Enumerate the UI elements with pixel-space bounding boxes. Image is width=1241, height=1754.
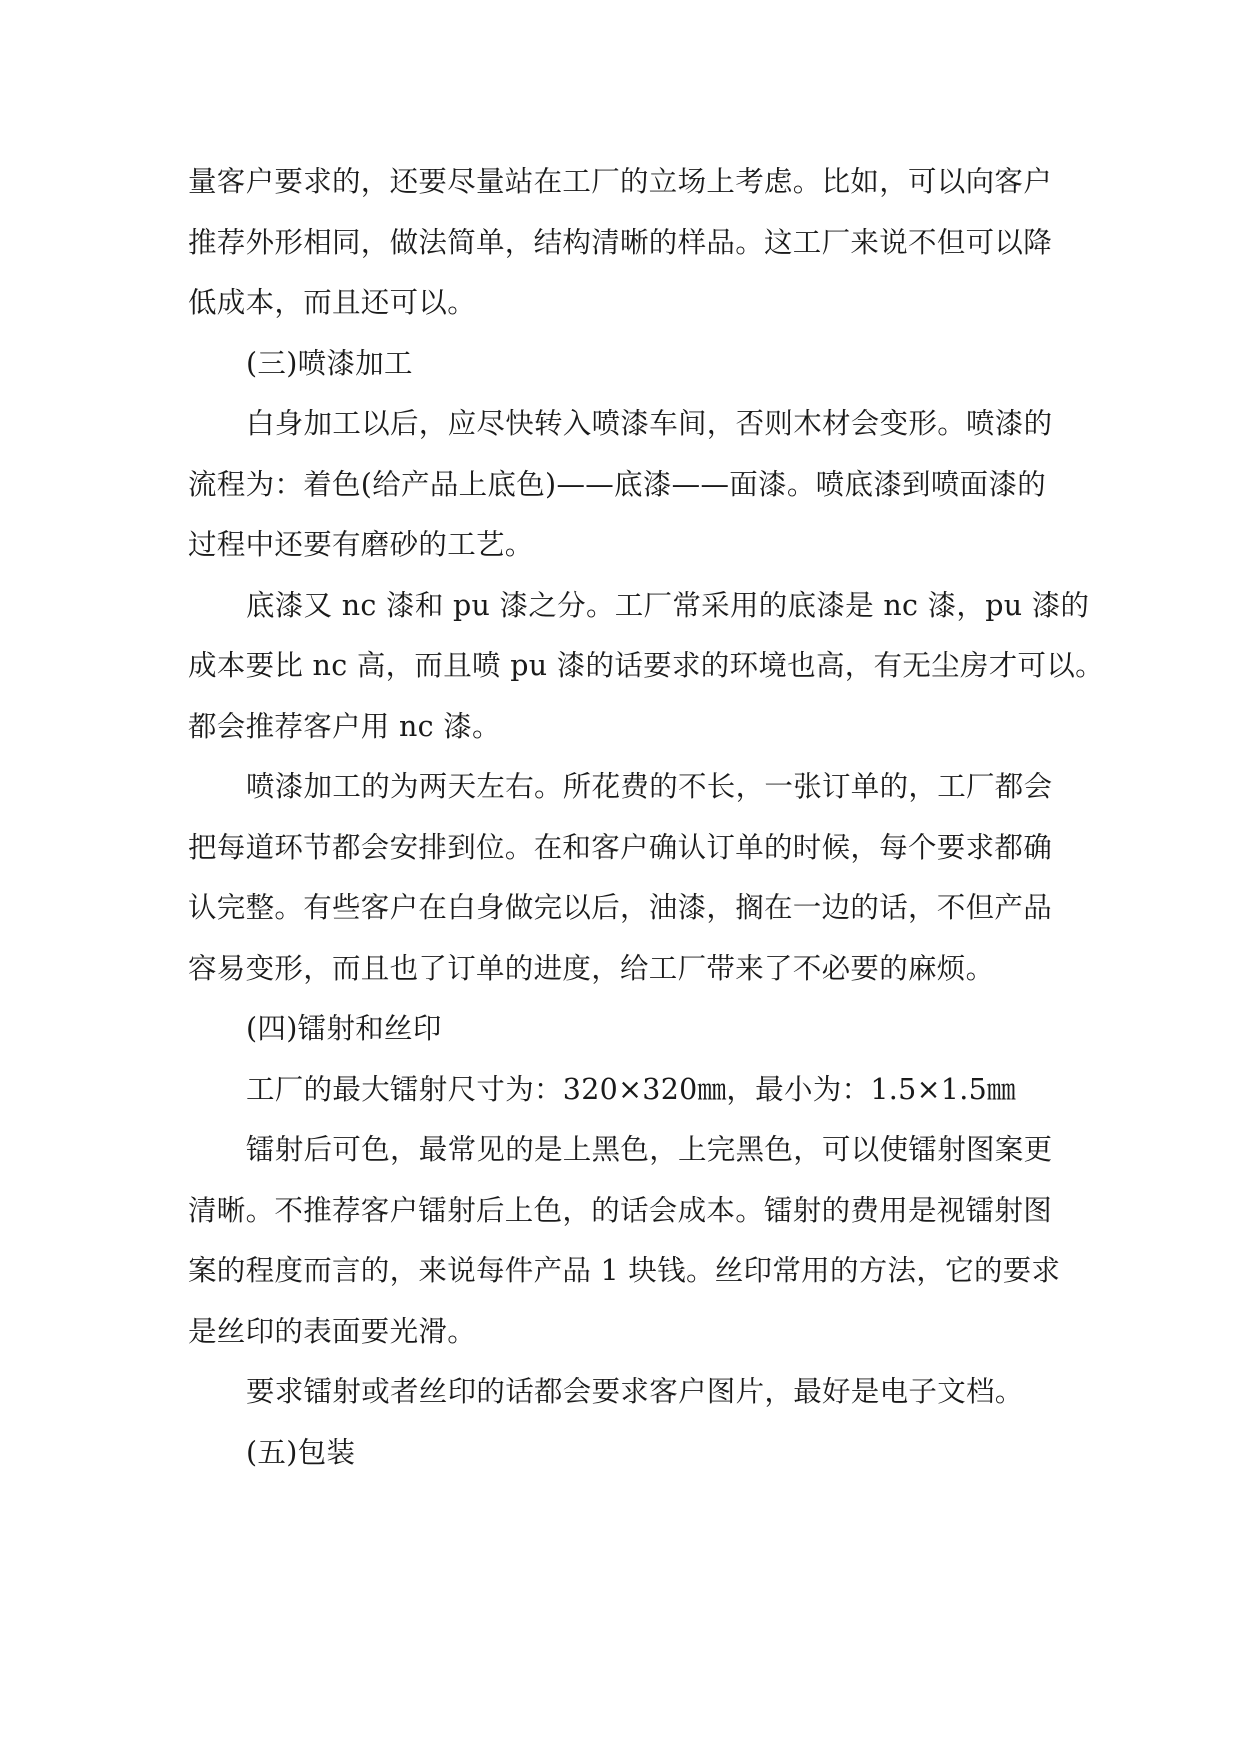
paragraph-first-line: 镭射后可色，最常见的是上黑色，上完黑色，可以使镭射图案更	[246, 1133, 1053, 1166]
body-line: 把每道环节都会安排到位。在和客户确认订单的时候，每个要求都确	[188, 830, 1053, 864]
body-line: 是丝印的表面要光滑。	[188, 1314, 477, 1348]
body-line: 量客户要求的，还要尽量站在工厂的立场上考虑。比如，可以向客户	[188, 165, 1053, 198]
body-line: 过程中还要有磨砂的工艺。	[188, 528, 534, 561]
body-line: 推荐外形相同，做法简单，结构清晰的样品。这工厂来说不但可以降	[188, 225, 1053, 259]
body-line: 都会推荐客户用 nc 漆。	[188, 709, 501, 743]
section-heading: (四)镭射和丝印	[246, 1012, 442, 1045]
paragraph-first-line: 底漆又 nc 漆和 pu 漆之分。工厂常采用的底漆是 nc 漆，pu 漆的	[246, 588, 1090, 622]
paragraph-first-line: 要求镭射或者丝印的话都会要求客户图片，最好是电子文档。	[246, 1375, 1024, 1408]
paragraph-first-line: 工厂的最大镭射尺寸为：320×320㎜，最小为：1.5×1.5㎜	[246, 1072, 1016, 1106]
document-body	[188, 152, 1104, 1483]
paragraph-first-line: 喷漆加工的为两天左右。所花费的不长，一张订单的，工厂都会	[246, 770, 1053, 803]
body-line: 低成本，而且还可以。	[188, 286, 477, 319]
body-line: 成本要比 nc 高，而且喷 pu 漆的话要求的环境也高，有无尘房才可以。	[188, 649, 1104, 682]
body-line: 容易变形，而且也了订单的进度，给工厂带来了不必要的麻烦。	[188, 951, 995, 985]
body-line: 案的程度而言的，来说每件产品 1 块钱。丝印常用的方法，它的要求	[188, 1254, 1061, 1287]
body-line: 流程为：着色(给产品上底色)——底漆——面漆。喷底漆到喷面漆的	[188, 467, 1047, 501]
section-heading: (三)喷漆加工	[246, 346, 413, 380]
body-line: 清晰。不推荐客户镭射后上色，的话会成本。镭射的费用是视镭射图	[188, 1193, 1053, 1227]
paragraph-first-line: 白身加工以后，应尽快转入喷漆车间，否则木材会变形。喷漆的	[246, 407, 1053, 440]
section-heading: (五)包装	[246, 1435, 356, 1469]
body-line: 认完整。有些客户在白身做完以后，油漆，搁在一边的话，不但产品	[188, 891, 1053, 924]
